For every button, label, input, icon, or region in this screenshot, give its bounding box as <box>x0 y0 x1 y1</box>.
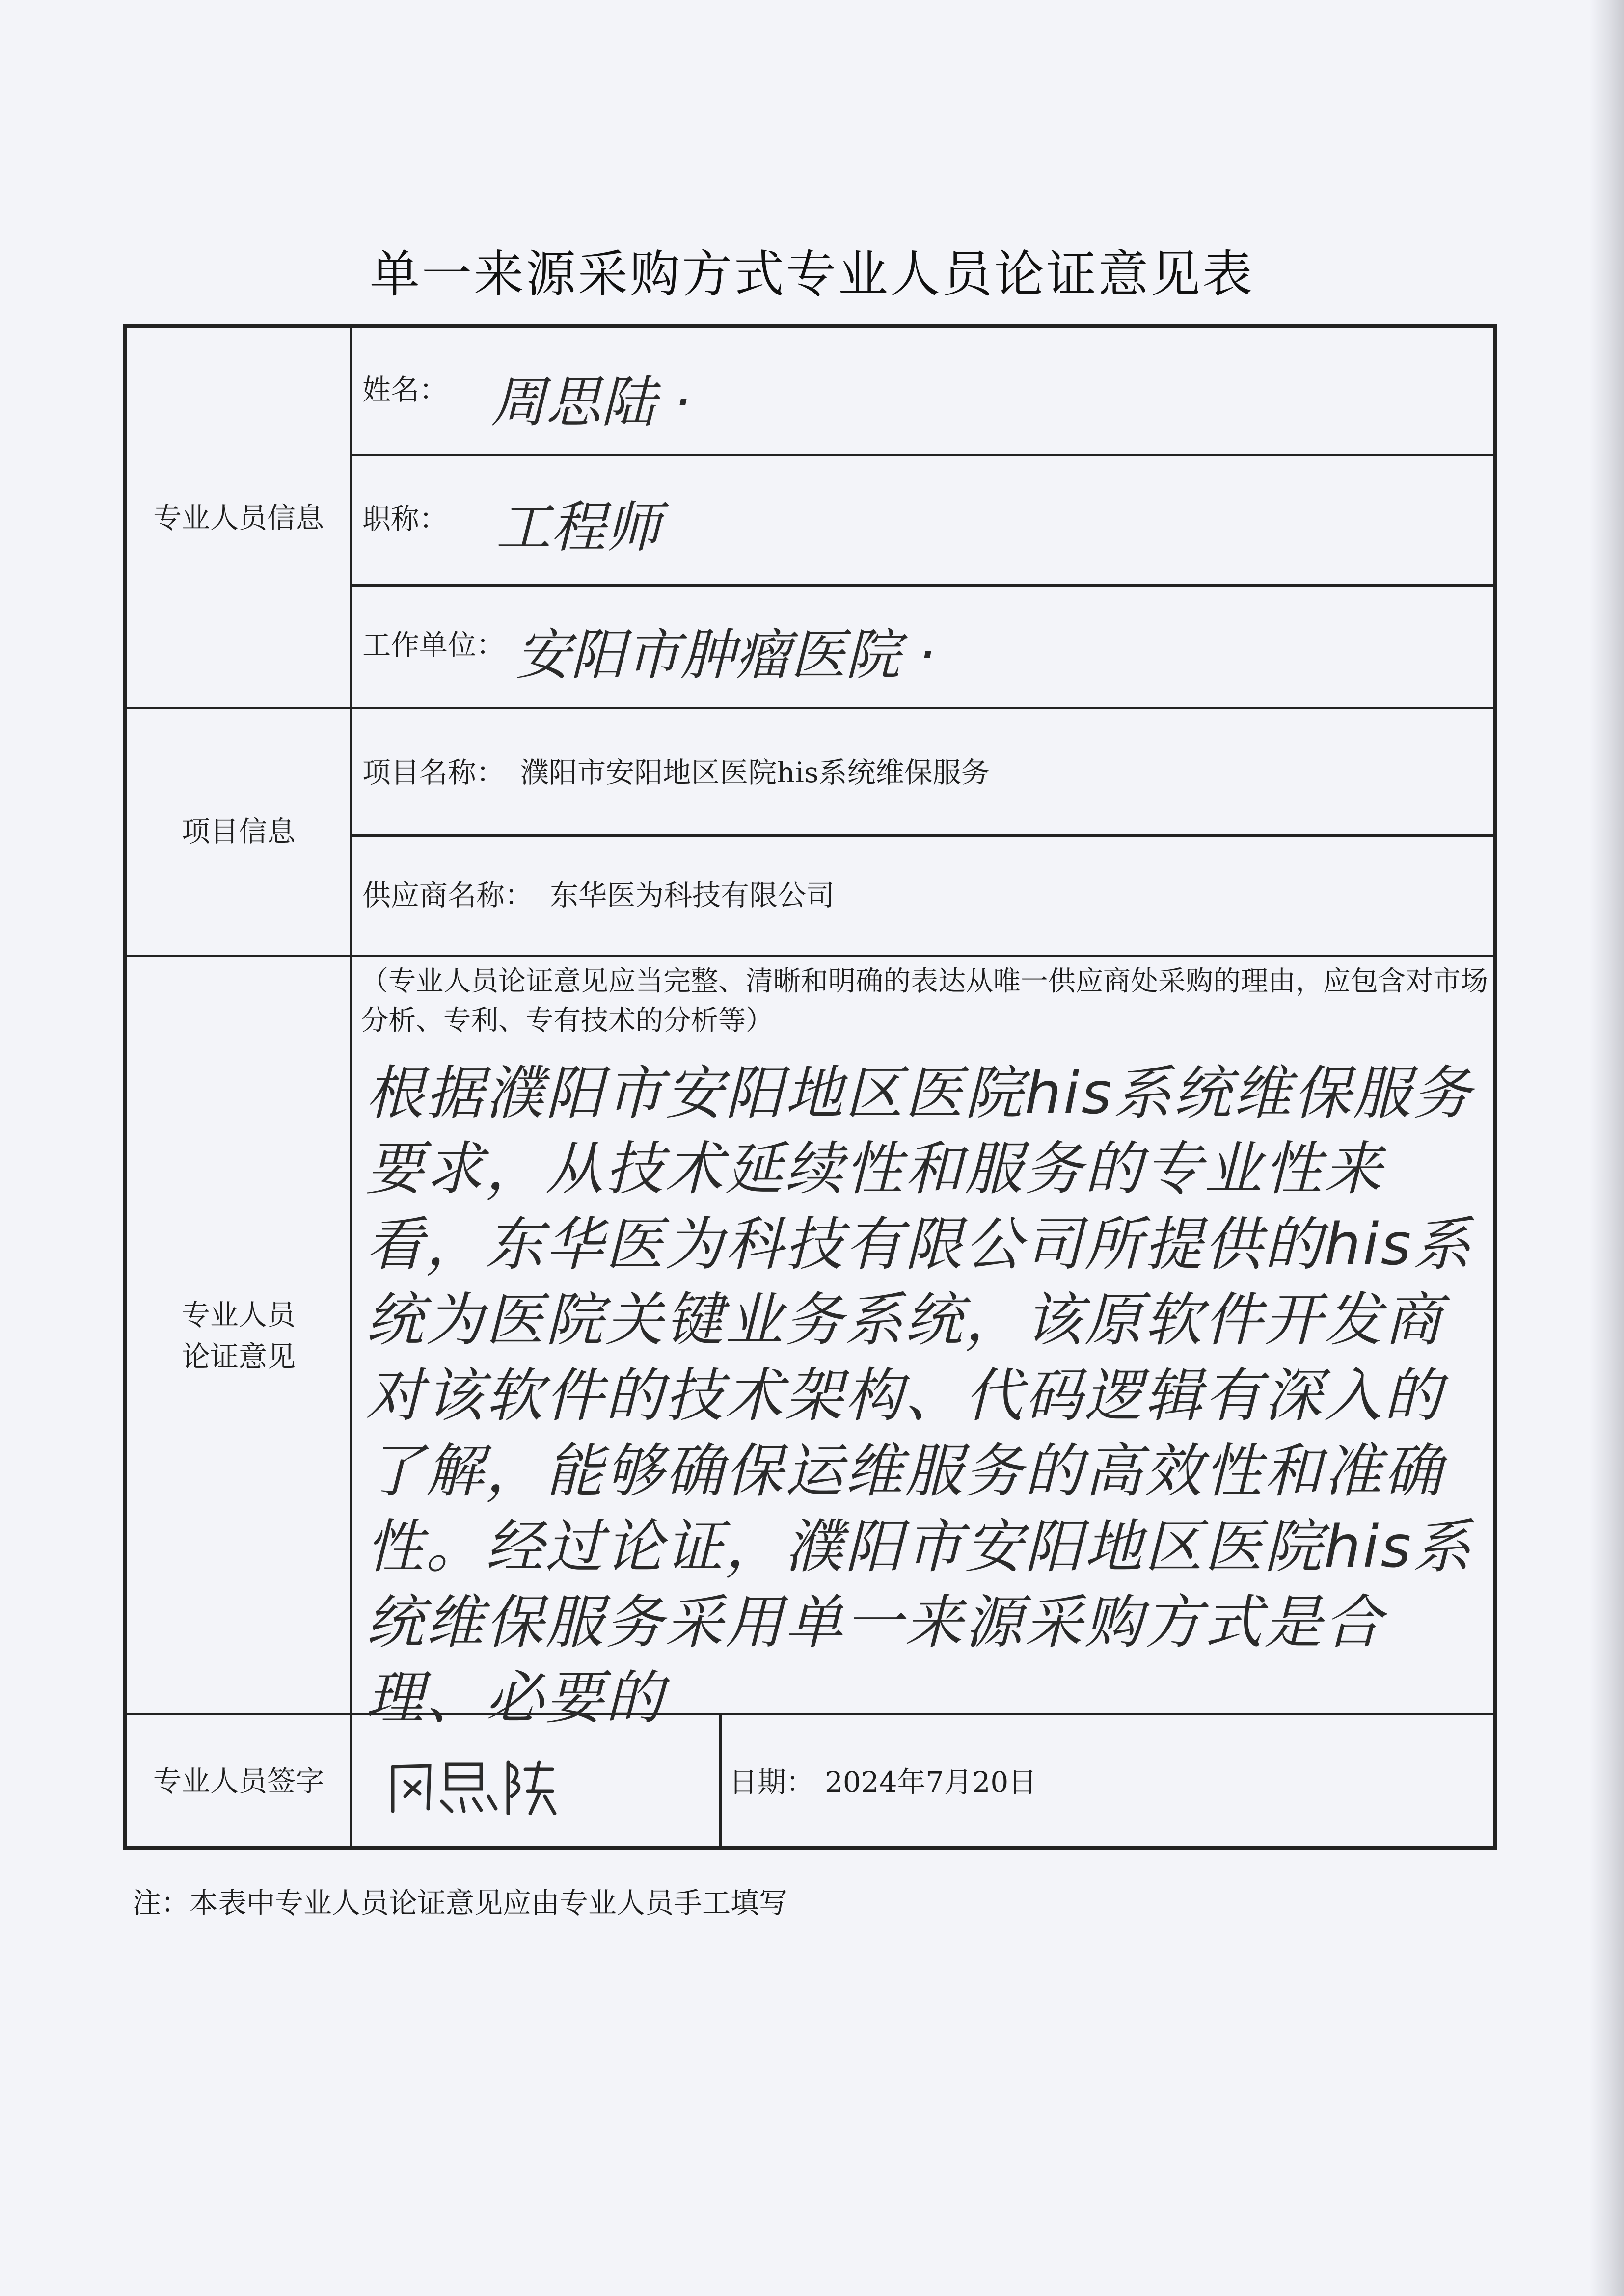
supplier-value: 东华医为科技有限公司 <box>550 879 835 912</box>
supplier-label: 供应商名称： <box>362 879 534 912</box>
title-value: 工程师 <box>496 496 661 560</box>
title-label: 职称： <box>362 502 448 535</box>
name-label: 姓名： <box>362 373 448 406</box>
section-divider-project <box>125 955 1495 957</box>
project-value: 濮阳市安阳地区医院his系统维保服务 <box>520 756 990 789</box>
section-signature: 专业人员签字 <box>153 1764 324 1798</box>
section-divider-personnel <box>125 707 1495 709</box>
column-divider <box>350 326 352 1848</box>
handwritten-opinion: 根据濮阳市安阳地区医院his系统维保服务要求，从技术延续性和服务的专业性来看，东华医为科技有限公司所提供的his系统为医院关键业务系统，该原软件开发商对该软件的技术架构、代码逻辑有深入的了解，能够确保运维服务的高效性和准确性。经过论证，濮阳市安阳地区医院his系统维保服务采用单一来源采购方式是合理、必要的 <box>366 1059 1473 1732</box>
section-project-info: 项目信息 <box>181 815 296 848</box>
unit-value: 安阳市肿瘤医院 · <box>515 623 936 687</box>
footnote: 注：本表中专业人员论证意见应由专业人员手工填写 <box>133 1886 788 1920</box>
row-divider-title <box>350 584 1495 587</box>
unit-label: 工作单位： <box>362 628 505 662</box>
scan-edge-shadow <box>1590 0 1624 2296</box>
handwritten-signature-icon <box>383 1747 560 1821</box>
row-divider-project <box>350 834 1495 837</box>
section-opinion-line1: 专业人员 <box>181 1298 296 1332</box>
name-value: 周思陆 · <box>491 371 691 434</box>
date-label: 日期： <box>729 1765 815 1799</box>
date-value: 2024年7月20日 <box>825 1765 1037 1799</box>
form-title: 单一来源采购方式专业人员论证意见表 <box>370 245 1254 304</box>
section-opinion-line2: 论证意见 <box>181 1340 296 1373</box>
section-personnel-info: 专业人员信息 <box>153 501 324 534</box>
project-label: 项目名称： <box>362 756 505 789</box>
opinion-instructions: （专业人员论证意见应当完整、清晰和明确的表达从唯一供应商处采购的理由，应包含对市场分析、专利、专有技术的分析等） <box>361 965 1488 1037</box>
row-divider-name <box>350 454 1495 456</box>
